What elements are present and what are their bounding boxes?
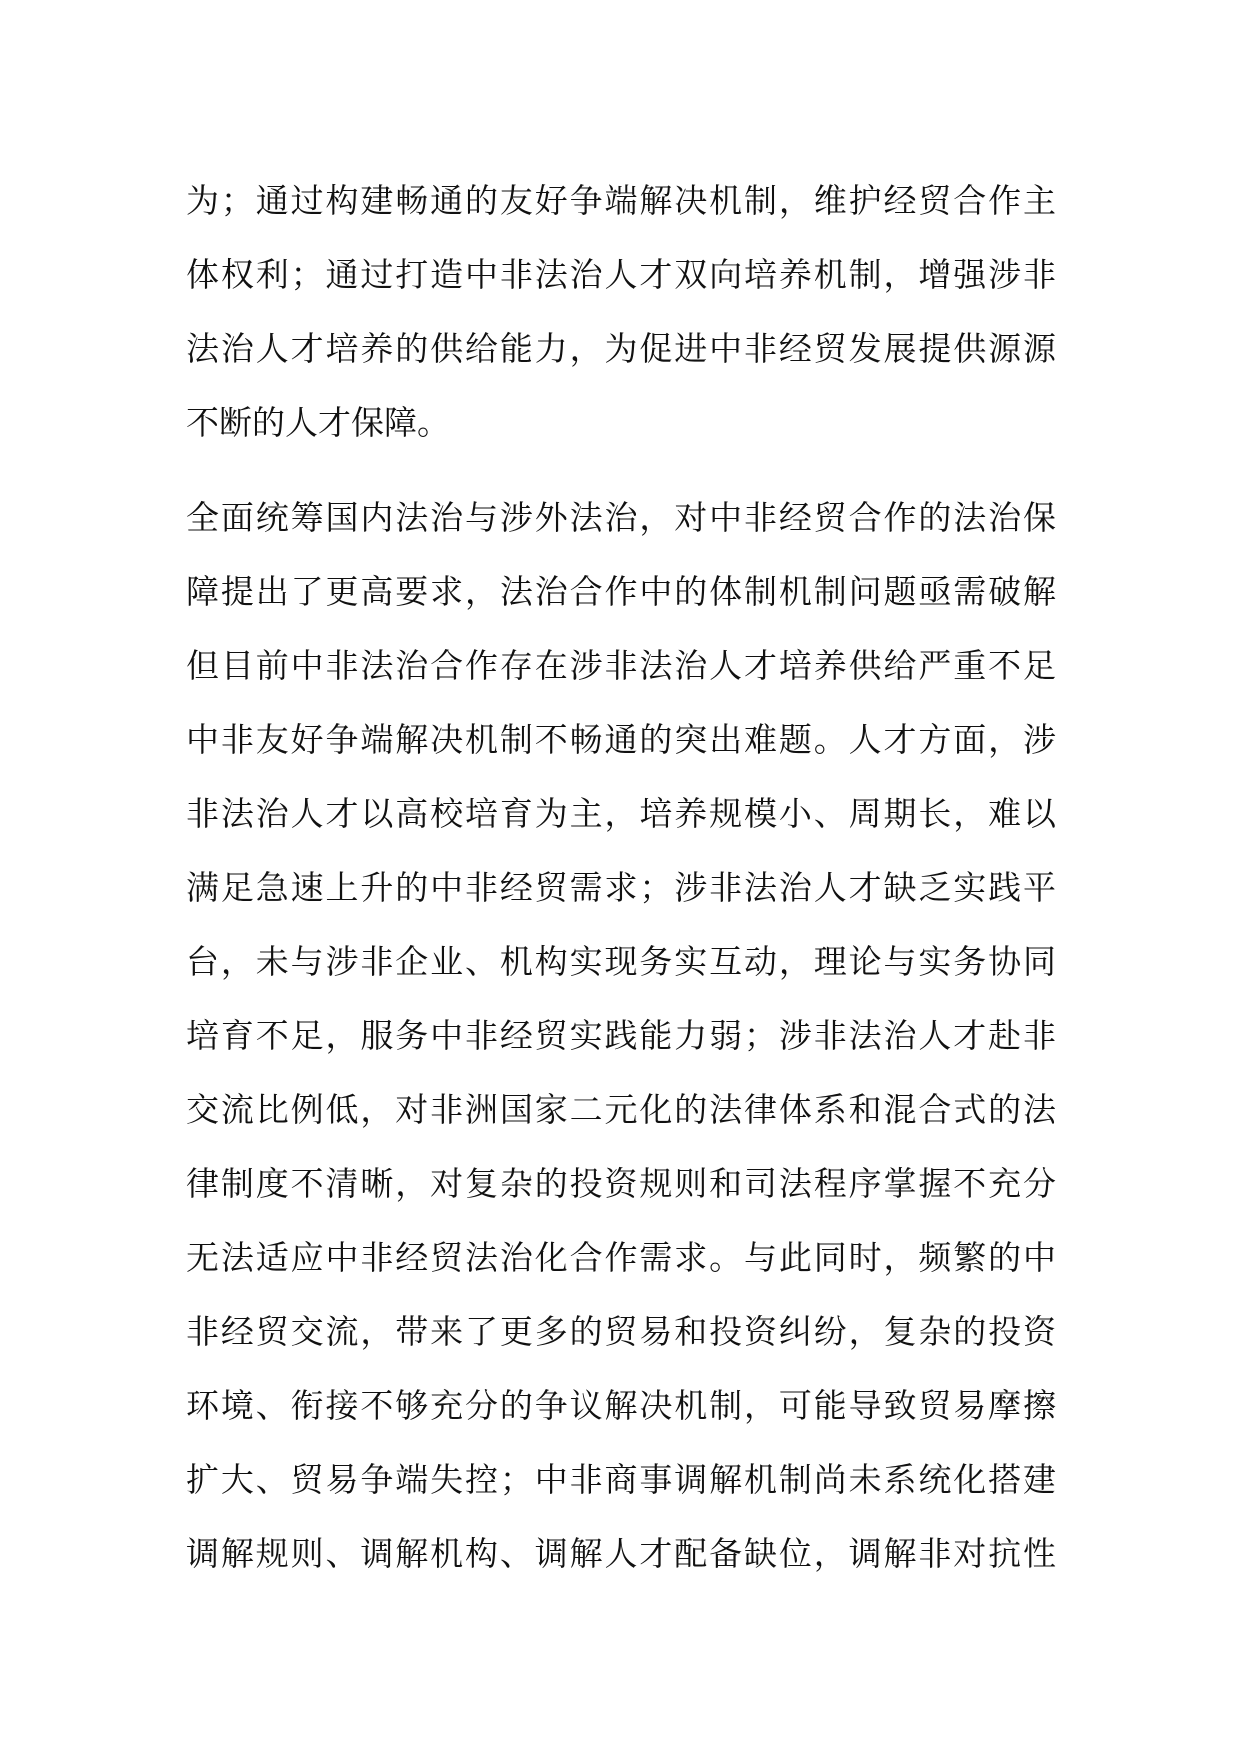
text-line: 台，未与涉非企业、机构实现务实互动，理论与实务协同 [186, 942, 1056, 981]
text-line: 调解规则、调解机构、调解人才配备缺位，调解非对抗性 [186, 1534, 1056, 1573]
text-line: 非法治人才以高校培育为主，培养规模小、周期长，难以 [186, 794, 1056, 833]
text-line: 法治人才培养的供给能力，为促进中非经贸发展提供源源 [186, 329, 1056, 368]
text-line: 无法适应中非经贸法治化合作需求。与此同时，频繁的中 [186, 1238, 1056, 1277]
text-line: 中非友好争端解决机制不畅通的突出难题。人才方面，涉 [186, 720, 1056, 759]
paragraph-2 [186, 481, 1056, 1591]
text-line: 体权利；通过打造中非法治人才双向培养机制，增强涉非 [186, 255, 1056, 294]
text-line: 扩大、贸易争端失控；中非商事调解机制尚未系统化搭建 [186, 1460, 1056, 1499]
text-line: 但目前中非法治合作存在涉非法治人才培养供给严重不足 [186, 646, 1056, 685]
text-line: 全面统筹国内法治与涉外法治，对中非经贸合作的法治保 [186, 498, 1056, 537]
paragraph-1 [186, 164, 1056, 460]
text-line: 非经贸交流，带来了更多的贸易和投资纠纷，复杂的投资 [186, 1312, 1056, 1351]
text-line: 满足急速上升的中非经贸需求；涉非法治人才缺乏实践平 [186, 868, 1056, 907]
text-line: 为；通过构建畅通的友好争端解决机制，维护经贸合作主 [186, 181, 1056, 220]
text-line: 培育不足，服务中非经贸实践能力弱；涉非法治人才赴非 [186, 1016, 1056, 1055]
text-line: 环境、衔接不够充分的争议解决机制，可能导致贸易摩擦 [186, 1386, 1056, 1425]
text-line: 障提出了更高要求，法治合作中的体制机制问题亟需破解 [186, 572, 1056, 611]
text-line: 交流比例低，对非洲国家二元化的法律体系和混合式的法 [186, 1090, 1056, 1129]
text-line: 律制度不清晰，对复杂的投资规则和司法程序掌握不充分 [186, 1164, 1056, 1203]
text-line: 不断的人才保障。 [186, 403, 450, 442]
